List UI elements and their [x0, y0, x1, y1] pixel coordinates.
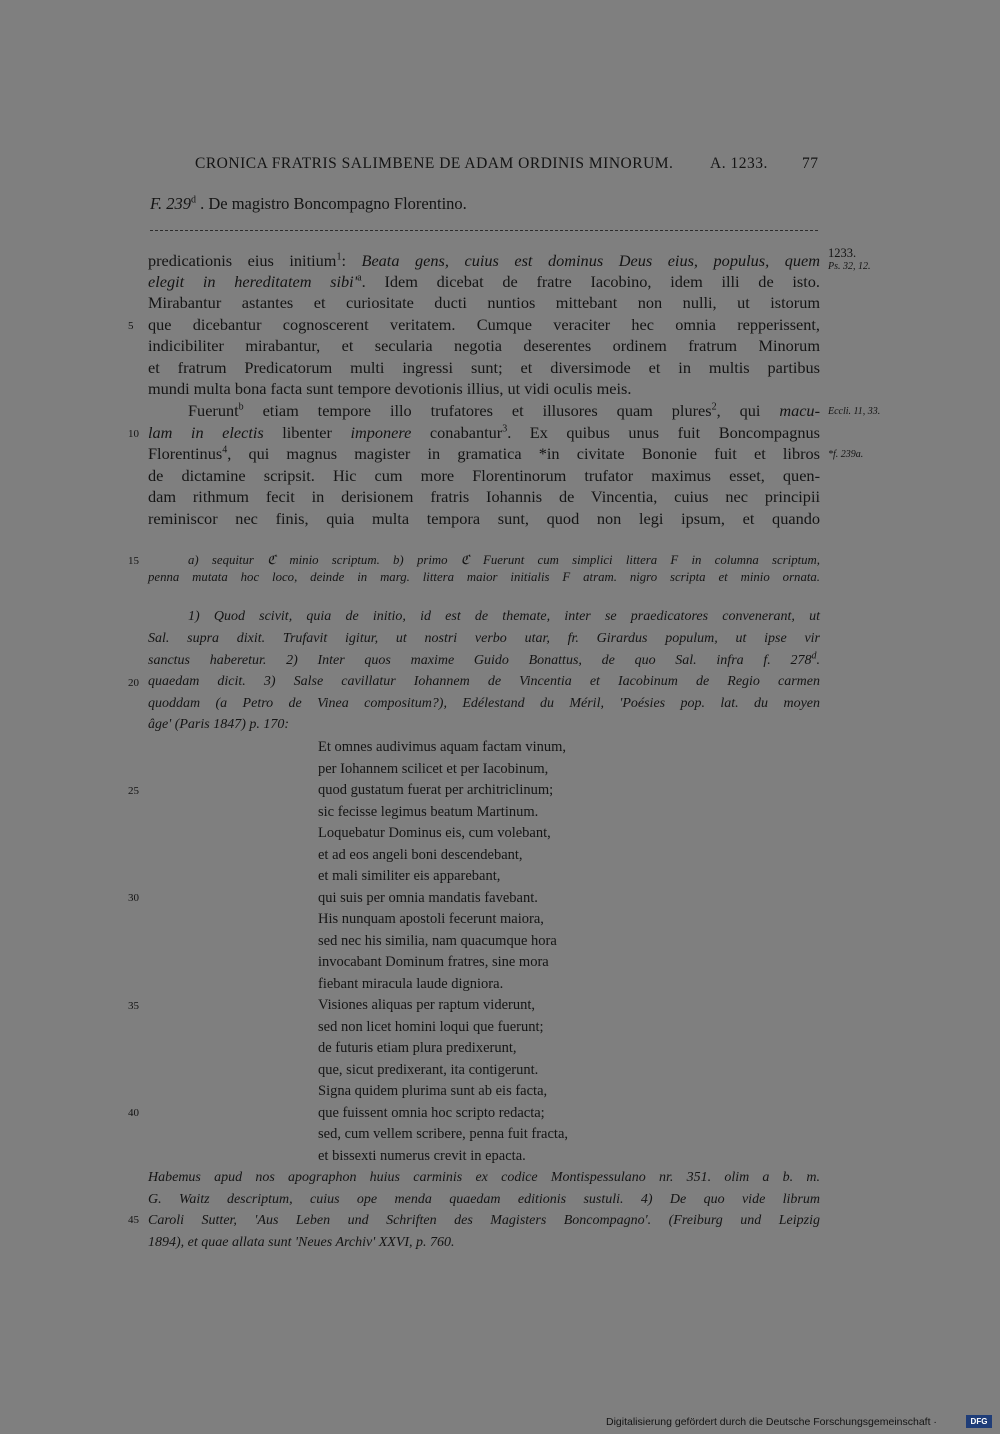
margin-eccli-ref: Eccli. 11, 33.: [828, 406, 881, 417]
footnote-line: Sal. supra dixit. Trufavit igitur, ut nostri verbo utar, fr. Girardus populum, ut ipse vir: [148, 631, 820, 646]
footnote-line: sanctus haberetur. 2) Inter quos maxime Guido Bonattus, de quo Sal. infra f. 278$^d$.: [148, 650, 820, 668]
poem-line: Loquebatur Dominus eis, cum volebant,: [318, 825, 551, 841]
text-line: reminiscor nec finis, quia multa tempora sunt, quod non legi ipsum, et quando: [148, 509, 820, 528]
header-year: A. 1233.: [710, 155, 768, 172]
line-number: 30: [128, 892, 139, 904]
text-line: Mirabantur astantes et curiositate ducti nuntios mittebant non nulli, ut istorum: [148, 293, 820, 312]
header-title: CRONICA FRATRIS SALIMBENE DE ADAM ORDINIS MINORUM.: [195, 155, 674, 172]
text-line: elegit in hereditatem $sibi'^a$. Idem dicebat de fratre Iacobino, idem illi de isto.: [148, 272, 820, 291]
section-rule: [150, 230, 818, 231]
poem-line: quod gustatum fuerat per architriclinum;: [318, 782, 554, 798]
line-number: 40: [128, 1107, 139, 1119]
poem-line: Et omnes audivimus aquam factam vinum,: [318, 739, 567, 755]
page-number: 77: [802, 155, 819, 172]
text-line: de dictamine scripsit. Hic cum more Florentinorum trufator maximus esset, quen-: [148, 466, 820, 485]
margin-year: 1233.: [828, 246, 857, 260]
poem-line: que, sicut predixerant, ita contigerunt.: [318, 1062, 539, 1078]
text-line: Fuerunt$^b$ etiam tempore illo trufatores et illusores quam plures$^2$, qui macu-: [188, 401, 820, 420]
footnote-line: âge' (Paris 1847) p. 170:: [148, 717, 290, 732]
line-number: 10: [128, 428, 139, 440]
digitization-credit: Digitalisierung gefördert durch die Deutsche Forschungsgemeinschaft ·: [606, 1416, 937, 1428]
footnote-line: quaedam dicit. 3) Salse cavillatur Iohannem de Vincentia et Iacobinum de Regio carmen: [148, 674, 820, 689]
section-heading: [150, 194, 467, 214]
dfg-logo: DFG: [966, 1415, 992, 1428]
line-number: 35: [128, 1000, 139, 1012]
footnote-line: Caroli Sutter, 'Aus Leben und Schriften des Magisters Boncompagno'. (Freiburg und Leipzig: [148, 1213, 820, 1228]
line-number: 25: [128, 785, 139, 797]
critical-note-line: penna mutata hoc loco, deinde in marg. littera maior initialis F atram. nigro scripta et minio ornata.: [148, 570, 820, 584]
poem-line: et bissexti numerus crevit in epacta.: [318, 1148, 526, 1164]
section-title: . De magistro Boncompagno Florentino.: [200, 194, 467, 213]
footnote-line: quoddam (a Petro de Vinea compositum?), Edélestand du Méril, 'Poésies pop. lat. du moyen: [148, 696, 820, 711]
text-line: que dicebantur cognoscerent veritatem. Cumque veraciter hec omnia repperissent,: [148, 315, 820, 334]
poem-line: et ad eos angeli boni descendebant,: [318, 847, 523, 863]
poem-line: Visiones aliquas per raptum viderunt,: [318, 997, 535, 1013]
poem-line: de futuris etiam plura predixerunt,: [318, 1040, 517, 1056]
text-line: predicationis eius initium$^1$: Beata gens, cuius est dominus Deus eius, populus, quem: [148, 251, 820, 270]
poem-line: Signa quidem plurima sunt ab eis facta,: [318, 1083, 548, 1099]
poem-line: His nunquam apostoli fecerunt maiora,: [318, 911, 544, 927]
text-line: Florentinus$^4$, qui magnus magister in gramatica *in civitate Bononie fuit et libros: [148, 444, 820, 463]
critical-note-line: a) sequitur ℭ minio scriptum. b) primo ℭ Fuerunt cum simplici littera F in columna scriptum,: [188, 553, 820, 567]
footnote-line: G. Waitz descriptum, cuius ope menda quaedam editionis sustuli. 4) De quo vide librum: [148, 1192, 820, 1207]
poem-line: per Iohannem scilicet et per Iacobinum,: [318, 761, 549, 777]
text-line: mundi multa bona facta sunt tempore devotionis illius, ut vidi oculis meis.: [148, 379, 632, 398]
line-number: 15: [128, 555, 139, 567]
margin-folio-ref: *f. 239a.: [828, 449, 864, 460]
poem-line: et mali similiter eis apparebant,: [318, 868, 501, 884]
poem-line: sic fecisse legimus beatum Martinum.: [318, 804, 539, 820]
margin-psalm-ref: Ps. 32, 12.: [828, 261, 871, 272]
poem-line: invocabant Dominum fratres, sine mora: [318, 954, 549, 970]
text-line: dam rithmum fecit in derisionem fratris Iohannis de Vincentia, cuius nec principii: [148, 487, 820, 506]
line-number: 5: [128, 320, 134, 332]
poem-line: qui suis per omnia mandatis favebant.: [318, 890, 538, 906]
poem-line: sed, cum vellem scribere, penna fuit fracta,: [318, 1126, 569, 1142]
line-number: 20: [128, 677, 139, 689]
poem-line: sed non licet homini loqui que fuerunt;: [318, 1019, 544, 1035]
folio-ref: F. 239: [150, 194, 191, 213]
text-line: lam in electis libenter imponere conabantur$^3$. Ex quibus unus fuit Boncompagnus: [148, 423, 821, 442]
folio-sup: d: [190, 194, 196, 206]
poem-line: fiebant miracula laude digniora.: [318, 976, 504, 992]
line-number: 45: [128, 1214, 139, 1226]
text-line: indicibiliter mirabantur, et secularia negotia deserentes ordinem fratrum Minorum: [148, 336, 820, 355]
footnote-line: 1) Quod scivit, quia de initio, id est de themate, inter se praedicatores convenerant, ut: [188, 609, 820, 624]
poem-line: que fuissent omnia hoc scripto redacta;: [318, 1105, 545, 1121]
poem-line: sed nec his similia, nam quacumque hora: [318, 933, 557, 949]
text-line: et fratrum Predicatorum multi ingressi sunt; et diversimode et in multis partibus: [148, 358, 820, 377]
footnote-line: 1894), et quae allata sunt 'Neues Archiv' XXVI, p. 760.: [148, 1235, 455, 1250]
footnote-line: Habemus apud nos apographon huius carminis ex codice Montispessulano nr. 351. olim a b. m.: [148, 1170, 820, 1185]
